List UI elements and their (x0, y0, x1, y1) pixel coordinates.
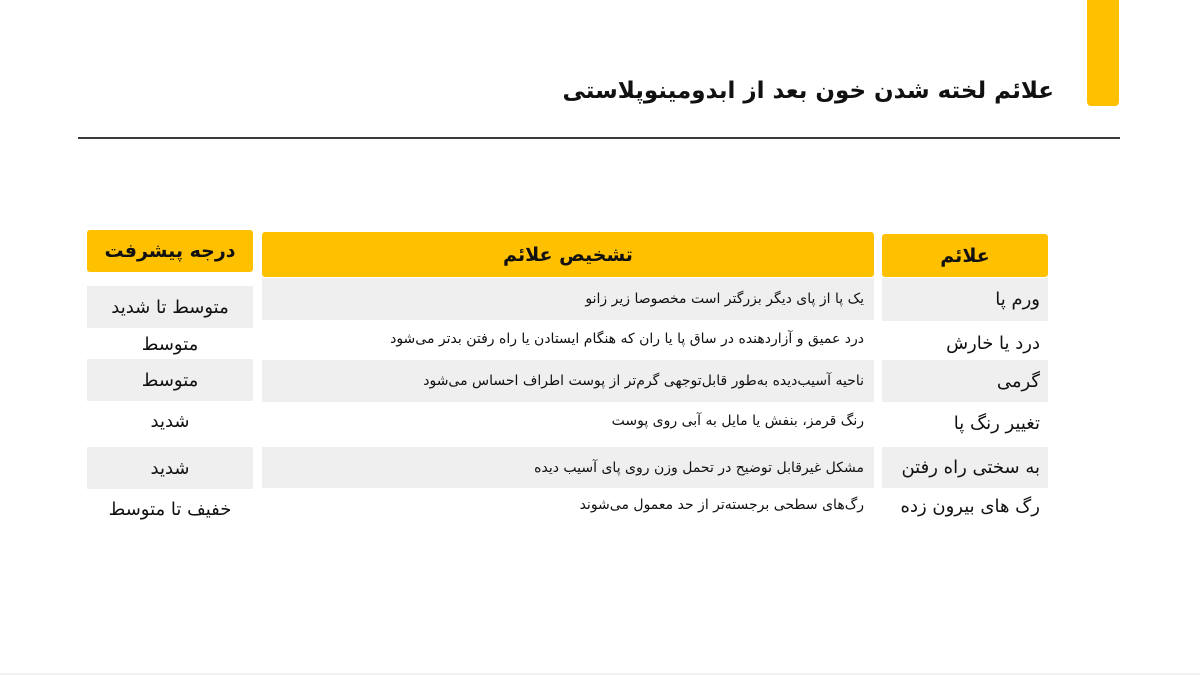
symptom-cell: به سختی راه رفتن (882, 447, 1048, 488)
title-divider (78, 137, 1120, 139)
grade-cell: خفیف تا متوسط (108, 498, 232, 520)
diagnosis-cell: درد عمیق و آزاردهنده در ساق پا یا ران که هنگام ایستادن یا راه رفتن بدتر می‌شود (390, 331, 864, 347)
diagnosis-cell: رگ‌های سطحی برجسته‌تر از حد معمول می‌شوند (579, 497, 864, 513)
slide-title: علائم لخته شدن خون بعد از ابدومینوپلاستی (562, 78, 1054, 104)
grade-header: درجه پیشرفت (87, 230, 253, 272)
symptom-cell: رگ های بیرون زده (900, 495, 1040, 517)
grade-cell: شدید (150, 410, 190, 432)
symptom-cell: ورم پا (882, 278, 1048, 321)
symptoms-header: علائم (882, 234, 1048, 277)
symptom-cell: گرمی (882, 360, 1048, 402)
symptom-cell: تغییر رنگ پا (953, 412, 1040, 434)
symptom-cell: درد یا خارش (946, 332, 1040, 354)
diagnosis-cell: یک پا از پای دیگر بزرگتر است مخصوصا زیر زانو (262, 278, 874, 320)
grade-cell: متوسط تا شدید (87, 286, 253, 328)
grade-cell: متوسط (87, 359, 253, 401)
diagnosis-cell: ناحیه آسیب‌دیده به‌طور قابل‌توجهی گرم‌تر از پوست اطراف احساس می‌شود (262, 360, 874, 402)
grade-cell: شدید (87, 447, 253, 489)
diagnosis-cell: مشکل غیرقابل توضیح در تحمل وزن روی پای آسیب دیده (262, 447, 874, 488)
grade-cell: متوسط (141, 333, 199, 355)
diagnosis-header: تشخیص علائم (262, 232, 874, 277)
diagnosis-cell: رنگ قرمز، بنفش یا مایل به آبی روی پوست (611, 413, 864, 429)
accent-bar (1087, 0, 1119, 106)
